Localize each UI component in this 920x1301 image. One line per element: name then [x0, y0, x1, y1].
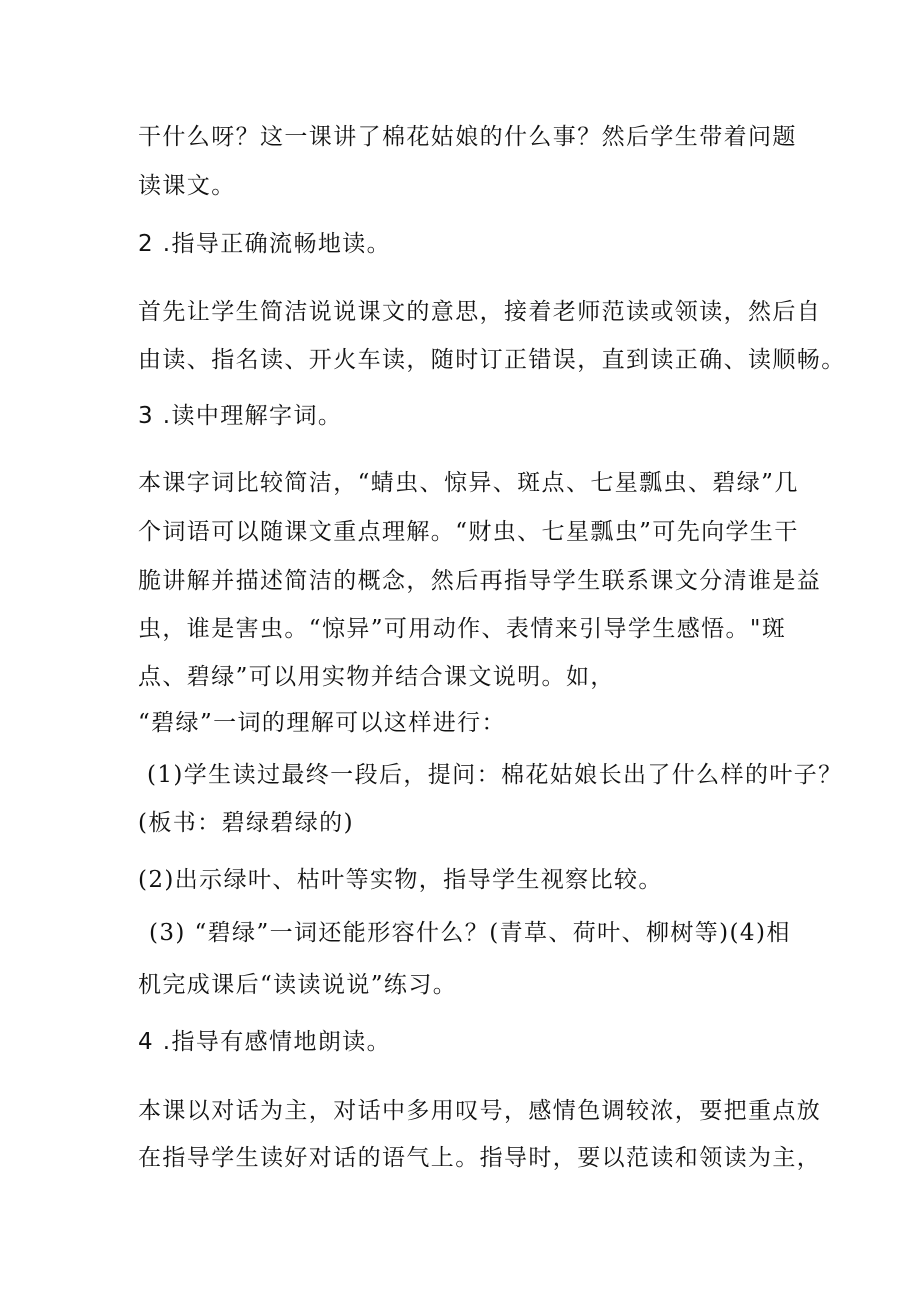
paragraph-line: 个词语可以随课文重点理解。“财虫、七星瓢虫”可先向学生干 — [138, 519, 799, 545]
paragraph-line: 脆讲解并描述简洁的概念，然后再指导学生联系课文分清谁是益 — [138, 568, 822, 594]
section-heading: 2 .指导正确流畅地读。 — [138, 231, 392, 257]
paragraph-line: 在指导学生读好对话的语气上。指导时，要以范读和领读为主， — [138, 1145, 822, 1171]
list-item: (3) “碧绿”一词还能形容什么？(青草、荷叶、柳树等)(4)相 — [149, 920, 791, 946]
list-item: (2)出示绿叶、枯叶等实物，指导学生视察比较。 — [138, 867, 663, 893]
paragraph-line: 读课文。 — [138, 173, 236, 199]
list-item: (1)学生读过最终一段后，提问：棉花姑娘长出了什么样的叶子？ — [147, 762, 843, 788]
section-heading: 3 .读中理解字词。 — [138, 403, 343, 429]
paragraph-line: 本课以对话为主，对话中多用叹号，感情色调较浓，要把重点放 — [138, 1098, 822, 1124]
paragraph-line: 由读、指名读、开火车读，随时订正错误，直到读正确、读顺畅。 — [138, 347, 846, 373]
paragraph-line: 机完成课后“读读说说”练习。 — [138, 972, 458, 998]
paragraph-line: 虫，谁是害虫。“惊异”可用动作、表情来引导学生感悟。"斑 — [138, 616, 787, 642]
paragraph-line: “碧绿”一词的理解可以这样进行： — [138, 710, 506, 736]
paragraph-line: 本课字词比较简洁，“蜻虫、惊异、斑点、七星瓢虫、碧绿”几 — [138, 470, 799, 496]
paragraph-line: (板书：碧绿碧绿的) — [138, 810, 354, 836]
section-heading: 4 .指导有感情地朗读。 — [138, 1029, 392, 1055]
paragraph-line: 干什么呀？这一课讲了棉花姑娘的什么事？然后学生带着问题 — [138, 124, 797, 150]
paragraph-line: 首先让学生简洁说说课文的意思，接着老师范读或领读，然后自 — [138, 299, 822, 325]
paragraph-line: 点、碧绿”可以用实物并结合课文说明。如， — [138, 664, 615, 690]
